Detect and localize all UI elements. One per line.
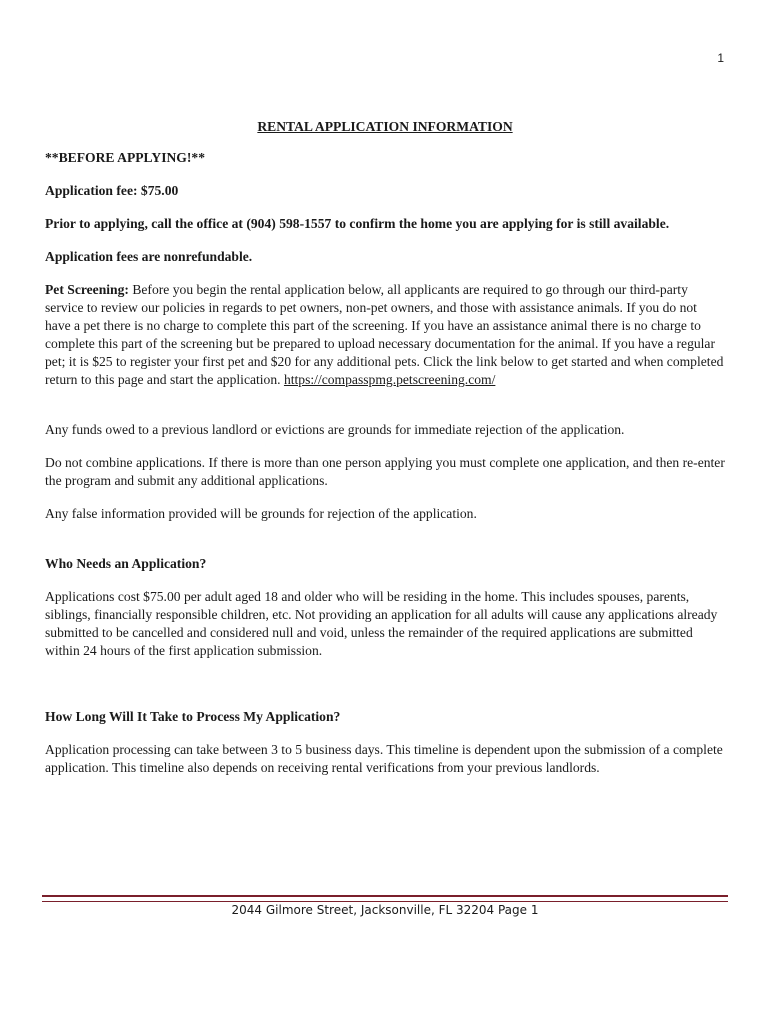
who-needs-text: Applications cost $75.00 per adult aged 18 and older who will be residing in the home. This includes spouses, parents, siblings, financially responsible children, etc. Not providing an application for all adults will cause any applications already submitted to be cancelled and considered null and void, unless the remainder of the required applications are submitted within 24 hours of the first application submission. [45, 589, 718, 658]
how-long-heading: How Long Will It Take to Process My Application? [45, 709, 341, 724]
do-not-combine-notice: Do not combine applications. If there is more than one person applying you must complete one application, and then re-enter the program and submit any additional applications. [45, 455, 725, 488]
document-title: RENTAL APPLICATION INFORMATION [257, 119, 513, 134]
how-long-text: Application processing can take between 3 to 5 business days. This timeline is dependent upon the submission of a complete application. This timeline also depends on receiving rental verifications from your previous landlords. [45, 742, 723, 775]
pet-screening-label: Pet Screening: [45, 282, 129, 297]
footer-address: 2044 Gilmore Street, Jacksonville, FL 32204 Page 1 [231, 903, 539, 917]
call-office-notice: Prior to applying, call the office at (904) 598-1557 to confirm the home you are applying for is still available. [45, 216, 670, 231]
nonrefundable-notice: Application fees are nonrefundable. [45, 249, 253, 264]
who-needs-heading: Who Needs an Application? [45, 556, 207, 571]
footer-divider [42, 895, 728, 902]
pet-screening-text: Before you begin the rental application below, all applicants are required to go through our third-party service to review our policies in regards to pet owners, non-pet owners, and those with assistance animals. If you do not have a pet there is no charge to complete this part of the screening. If you have an assistance animal there is no charge to complete this part of the screening but be prepared to upload necessary documentation for the animal. If you have a regular pet; it is $25 to register your first pet and $20 for any additional pets. Click the link below to get started and when completed return to this page and start the application. [45, 282, 724, 387]
pet-screening-link[interactable]: https://compasspmg.petscreening.com/ [283, 372, 496, 387]
document-body [45, 118, 725, 792]
before-applying-heading: **BEFORE APPLYING!** [45, 150, 205, 165]
application-fee: Application fee: $75.00 [45, 183, 179, 198]
page-number: 1 [717, 51, 724, 65]
pet-screening-paragraph [45, 281, 725, 389]
false-info-notice: Any false information provided will be grounds for rejection of the application. [45, 506, 477, 521]
funds-owed-notice: Any funds owed to a previous landlord or evictions are grounds for immediate rejection of the application. [45, 422, 625, 437]
